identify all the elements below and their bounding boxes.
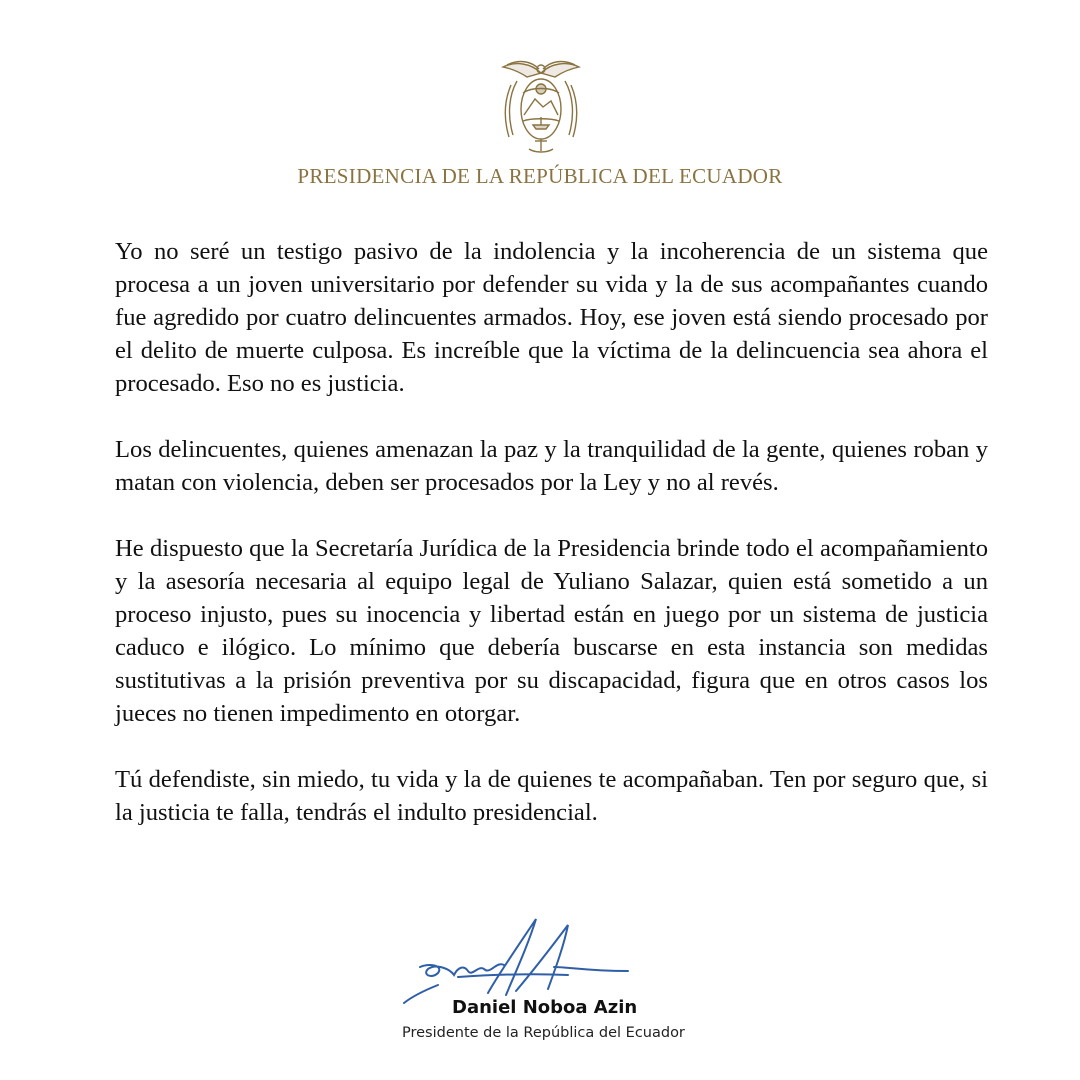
paragraph-3: He dispuesto que la Secretaría Jurídica de la Presidencia brinde todo el acompañamiento y la asesoría necesaria al equipo legal de Yuliano Salazar, quien está sometido a un proceso injusto, pues su inocencia y libertad están en juego por un sistema de justicia caduco e ilógico. Lo mínimo que debería buscarse en esta instancia son medidas sustitutivas a la prisión preventiva por su discapacidad, figura que en otros casos los jueces no tienen impedimento en otorgar. — [115, 535, 988, 727]
institution-heading: PRESIDENCIA DE LA REPÚBLICA DEL ECUADOR — [297, 164, 783, 188]
handwritten-signature-icon — [398, 905, 678, 1005]
ecuador-coat-of-arms-icon — [495, 55, 587, 155]
signer-title: Presidente de la República del Ecuador — [402, 1025, 685, 1041]
paragraph-1: Yo no seré un testigo pasivo de la indolencia y la incoherencia de un sistema que procesa a un joven universitario por defender su vida y la de sus acompañantes cuando fue agredido por cuatro delincuentes armados. Hoy, ese joven está siendo procesado por el delito de muerte culposa. Es increíble que la víctima de la delincuencia sea ahora el procesado. Eso no es justicia. — [115, 238, 988, 397]
letter-body — [115, 235, 988, 862]
paragraph-4: Tú defendiste, sin miedo, tu vida y la de quienes te acompañaban. Ten por seguro que, si la justicia te falla, tendrás el indulto presidencial. — [115, 766, 988, 826]
paragraph-2: Los delincuentes, quienes amenazan la paz y la tranquilidad de la gente, quienes roban y matan con violencia, deben ser procesados por la Ley y no al revés. — [115, 436, 988, 496]
signer-name: Daniel Noboa Azin — [452, 997, 638, 1018]
